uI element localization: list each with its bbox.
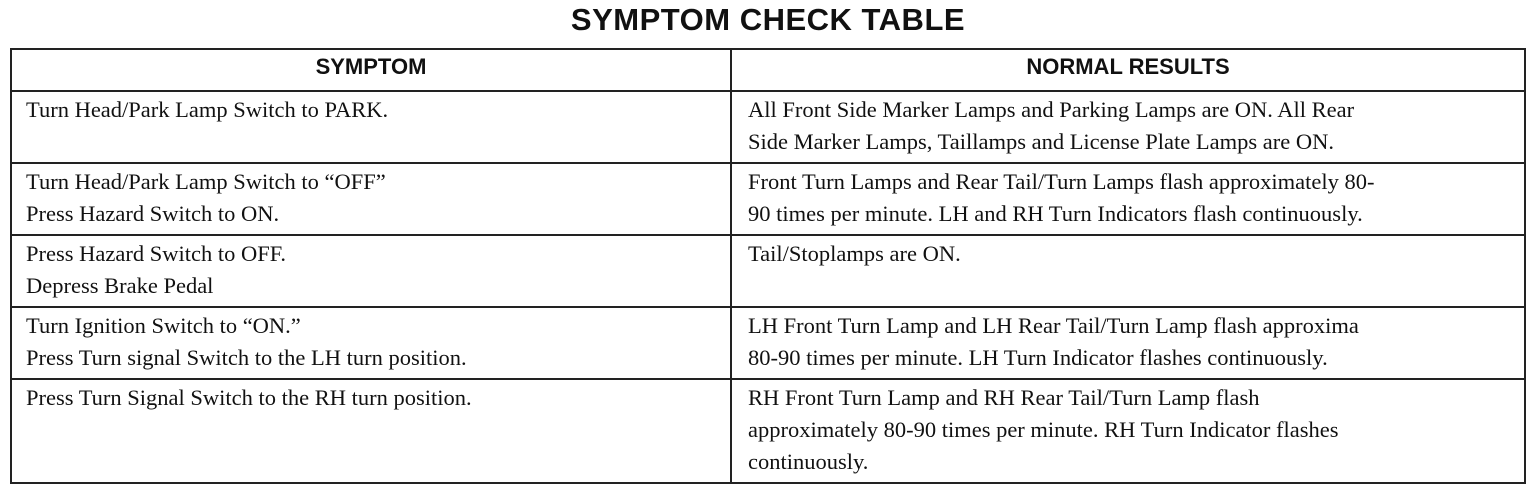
result-line: RH Front Turn Lamp and RH Rear Tail/Turn Lamp flash [748,385,1260,410]
result-line: approximately 80-90 times per minute. RH Turn Indicator flashes [748,417,1339,442]
result-line: All Front Side Marker Lamps and Parking Lamps are ON. All Rear [748,97,1355,122]
result-line: LH Front Turn Lamp and LH Rear Tail/Turn Lamp flash approxima [748,313,1359,338]
symptom-cell [11,307,731,379]
page-title: SYMPTOM CHECK TABLE [570,2,966,37]
result-line: 90 times per minute. LH and RH Turn Indicators flash continuously. [748,201,1363,226]
result-line: Front Turn Lamps and Rear Tail/Turn Lamps flash approximately 80- [748,169,1375,194]
table-row [11,307,1525,379]
result-line: 80-90 times per minute. LH Turn Indicator flashes continuously. [748,345,1328,370]
symptom-check-table [10,48,1526,484]
result-line: continuously. [748,449,869,474]
symptom-cell [11,235,731,307]
result-cell [731,379,1525,483]
symptom-line: Press Turn Signal Switch to the RH turn position. [26,385,472,410]
symptom-cell [11,163,731,235]
symptom-line: Press Hazard Switch to OFF. [26,241,287,266]
symptom-cell [11,379,731,483]
table-header-row [11,49,1525,91]
result-line: Side Marker Lamps, Taillamps and License Plate Lamps are ON. [748,129,1334,154]
column-header-symptom: SYMPTOM [11,49,731,91]
symptom-line: Turn Ignition Switch to “ON.” [26,313,301,338]
symptom-line: Press Turn signal Switch to the LH turn position. [26,345,467,370]
result-line: Tail/Stoplamps are ON. [748,241,961,266]
result-cell [731,307,1525,379]
table-row [11,235,1525,307]
result-cell [731,91,1525,163]
table-row [11,91,1525,163]
symptom-line: Turn Head/Park Lamp Switch to PARK. [26,97,389,122]
symptom-line: Turn Head/Park Lamp Switch to “OFF” [26,169,386,194]
column-header-normal-results: NORMAL RESULTS [731,49,1525,91]
symptom-line: Depress Brake Pedal [26,273,214,298]
result-cell [731,235,1525,307]
result-cell [731,163,1525,235]
table-row [11,379,1525,483]
symptom-line: Press Hazard Switch to ON. [26,201,280,226]
table-row [11,163,1525,235]
symptom-cell [11,91,731,163]
